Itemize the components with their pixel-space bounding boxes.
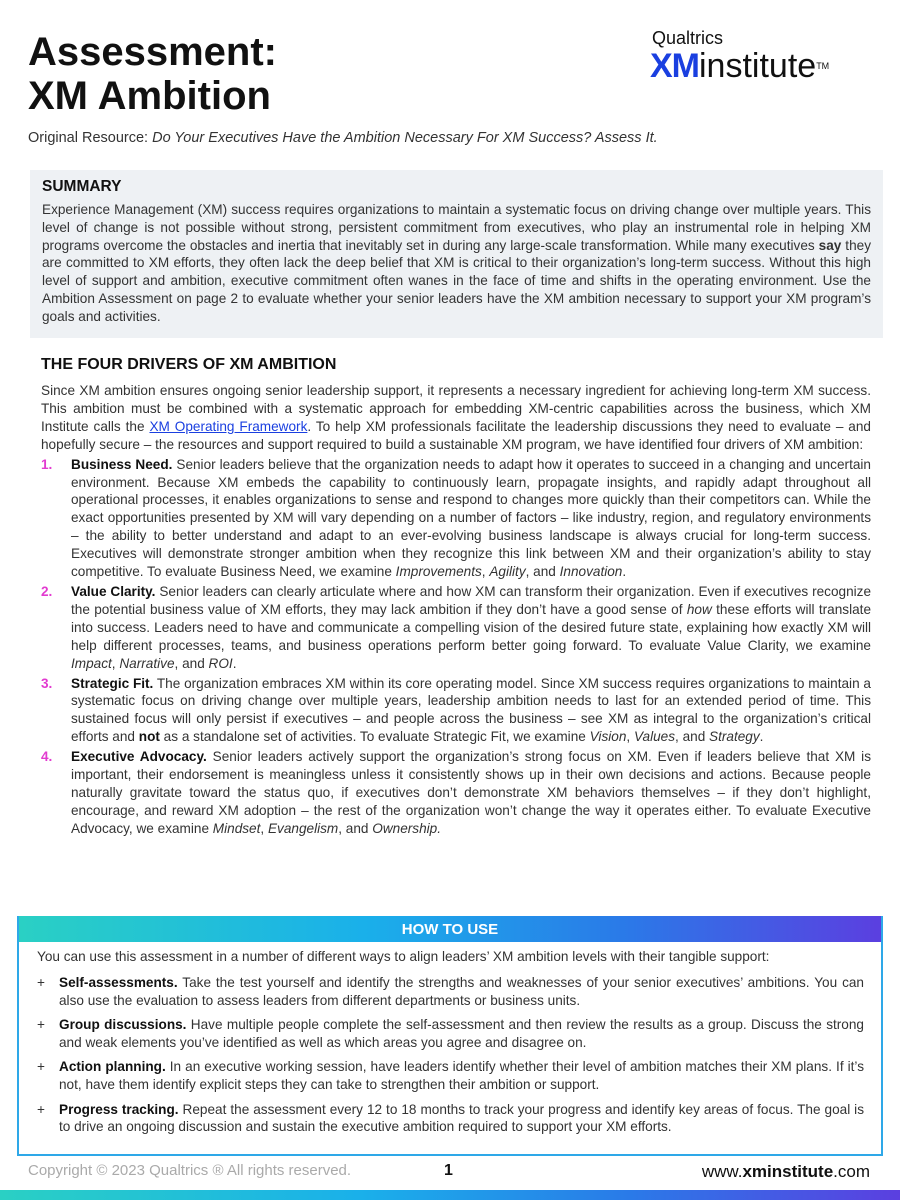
xm-institute-logo: [650, 28, 870, 84]
how-to-use-item: [37, 1101, 864, 1136]
website-url-bold: xminstitute: [742, 1162, 834, 1181]
driver-text: these efforts will translate into success. Leaders need to have and communicate a compelling vision of the desired future state, explaining how exactly XM will help different processes, teams, and business operations perform better going forward. To evaluate Value Clarity, we examine: [71, 601, 872, 653]
page-footer: [0, 1162, 900, 1186]
logo-xm-text: XM: [650, 47, 699, 85]
how-to-use-intro: You can use this assessment in a number of different ways to align leaders’ XM ambition levels with their tangible support:: [37, 949, 770, 964]
how-to-use-item: [37, 974, 864, 1009]
driver-number: 3.: [41, 675, 53, 691]
driver-element: ROI: [208, 655, 233, 671]
driver-number: 1.: [41, 456, 53, 472]
how-to-use-item-title: Progress tracking.: [59, 1101, 179, 1117]
driver-end: .: [622, 564, 627, 580]
summary-text-part: they are committed to XM efforts, they often lack the deep belief that XM is critical to their organization’s long-term success. Without this high level of support and ambition, executive commitment often wanes in the face of time and shifts in the operating environment. Use the Ambition Assessment on page 2 to evaluate whether your senior leaders have the XM ambition necessary to support your XM program’s goals and activities.: [42, 237, 871, 324]
how-to-use-list: [19, 966, 881, 1136]
driver-element: Vision: [589, 729, 627, 745]
website-url-suffix: .com: [833, 1162, 870, 1181]
plus-icon: +: [37, 975, 45, 990]
driver-text-bold: not: [138, 729, 160, 745]
driver-text: The organization embraces XM within its core operating model. Since XM success requires organizations to maintain a systematic focus on driving change over multiple years, leadership ambition needs to last for an extended period of time. This sustained focus will only persist if executives – and people across the business – see XM as integral to the organization’s critical efforts and: [71, 675, 871, 745]
driver-item: [41, 675, 871, 747]
driver-sep: ,: [626, 729, 634, 745]
driver-element: Ownership.: [372, 820, 442, 836]
driver-title: Strategic Fit.: [71, 675, 154, 691]
driver-text-em: how: [686, 601, 712, 617]
driver-end: .: [232, 655, 237, 671]
driver-title: Business Need.: [71, 456, 173, 472]
driver-item: [41, 748, 871, 838]
driver-end: .: [759, 729, 764, 745]
how-to-use-heading: HOW TO USE: [19, 916, 881, 942]
how-to-use-item-title: Self-assessments.: [59, 975, 178, 990]
how-to-use-item: [37, 1016, 864, 1051]
xm-operating-framework-link[interactable]: XM Operating Framework: [149, 418, 308, 434]
summary-heading: SUMMARY: [42, 178, 122, 195]
driver-element: Agility: [489, 564, 526, 580]
website-url: [702, 1162, 870, 1182]
drivers-heading: THE FOUR DRIVERS OF XM AMBITION: [41, 356, 337, 373]
page-title-line-2: XM Ambition: [28, 74, 271, 118]
driver-sep: , and: [338, 820, 373, 836]
driver-element: Impact: [71, 655, 112, 671]
driver-sep: , and: [174, 655, 209, 671]
drivers-section: [41, 356, 871, 840]
logo-qualtrics-text: Qualtrics: [652, 28, 724, 48]
bottom-gradient-bar: [0, 1190, 900, 1200]
how-to-use-item-title: Action planning.: [59, 1059, 166, 1075]
driver-title: Value Clarity.: [71, 583, 156, 599]
plus-icon: +: [37, 1101, 45, 1117]
original-resource-title: Do Your Executives Have the Ambition Necessary For XM Success? Assess It.: [152, 130, 658, 146]
summary-text: [42, 201, 871, 326]
driver-text: Senior leaders believe that the organization needs to adapt how it operates to succeed in a changing and uncertain environment. Because XM embeds the capability to continuously learn, propagate insights, and rapidly adapt throughout all operational processes, it enables organizations to sense and respond to changes more quickly than their competitors can. While the exact opportunities presented by XM will vary depending on a number of factors – like industry, region, and regulatory environments – the ability to better understand and adapt to an ever-evolving business landscape is always crucial for long-term success. Executives will demonstrate stronger ambition when they recognize this link between XM and their organization’s ability to stay competitive. To evaluate Business Need, we examine: [71, 456, 871, 580]
how-to-use-item-text: Take the test yourself and identify the strengths and weaknesses of your senior executives’ ambitions. You can also use the evaluation to assess leaders from different departments or business units.: [59, 975, 864, 1008]
driver-sep: , and: [525, 564, 560, 580]
driver-number: 4.: [41, 749, 53, 765]
logo-xm-institute: [650, 48, 870, 84]
how-to-use-item: [37, 1058, 864, 1093]
drivers-list: [41, 456, 871, 838]
driver-element: Improvements: [395, 564, 482, 580]
driver-element: Strategy: [709, 729, 760, 745]
driver-text: as a standalone set of activities. To evaluate Strategic Fit, we examine: [159, 729, 590, 745]
summary-text-part: Experience Management (XM) success requires organizations to maintain a systematic focus on driving change over multiple years. This level of change is not possible without strong, persistent commitment from executives, who play an instrumental role in helping XM programs overcome the obstacles and inertia that inevitably set in during any large-scale transformation. While many executives: [42, 202, 871, 253]
title-block: [28, 30, 277, 118]
plus-icon: +: [37, 1059, 45, 1075]
driver-number: 2.: [41, 583, 53, 599]
original-resource: [28, 130, 658, 146]
summary-text-bold: say: [818, 237, 842, 253]
how-to-use-item-text: In an executive working session, have leaders identify whether their level of ambition matches their XM plans. If it’s not, have them identify explicit steps they can take to strengthen their ambition or support.: [59, 1059, 864, 1092]
driver-text: Senior leaders actively support the organization’s strong focus on XM. Even if leaders believe that XM is important, their endorsement is meaningless unless it consistently shows up in their own decisions and actions. Because people naturally gravitate toward the status quo, if executives don’t demonstrate XM behaviors themselves – if they don’t highlight, encourage, and reward XM adoption – the rest of the organization won’t change the way it operates either. To evaluate Executive Advocacy, we examine: [71, 749, 871, 836]
driver-sep: ,: [481, 564, 490, 580]
driver-element: Values: [633, 729, 676, 745]
driver-sep: ,: [111, 655, 120, 671]
summary-box: [30, 170, 883, 338]
drivers-intro-part: . To help XM professionals facilitate the leadership discussions they need to evaluate – and hopefully secure – the resources and support required to build a sustainable XM program, we have identified four drivers of XM ambition:: [41, 418, 871, 452]
driver-sep: ,: [260, 820, 268, 836]
how-to-use-box: [17, 916, 883, 1156]
drivers-intro-part: Since XM ambition ensures ongoing senior leadership support, it represents a necessary ingredient for achieving long-term XM success. This ambition must be combined with a systematic approach for embedding XM-centric capabilities across the business, which XM Institute calls the: [41, 383, 871, 434]
how-to-use-item-text: Repeat the assessment every 12 to 18 months to track your progress and identify key areas of focus. The goal is to drive an ongoing discussion and sustain the executive ambition required to support your XM efforts.: [59, 1101, 865, 1135]
drivers-intro: [41, 382, 871, 454]
driver-element: Mindset: [212, 820, 261, 836]
website-url-prefix: www.: [701, 1162, 743, 1181]
copyright-text: Copyright © 2023 Qualtrics ® All rights reserved.: [28, 1162, 352, 1179]
driver-element: Narrative: [119, 655, 175, 671]
original-resource-label: Original Resource:: [28, 130, 153, 146]
driver-sep: , and: [675, 729, 710, 745]
how-to-use-item-text: Have multiple people complete the self-assessment and then review the results as a group. Discuss the strong and weak elements you’ve identified as well as which areas you agree and disagree on.: [59, 1017, 864, 1050]
plus-icon: +: [37, 1017, 45, 1033]
logo-institute-text: institute: [699, 47, 817, 85]
logo-tm-mark: TM: [816, 61, 830, 71]
driver-item: [41, 583, 871, 673]
driver-element: Innovation: [559, 564, 623, 580]
driver-item: [41, 456, 871, 581]
driver-text: Senior leaders can clearly articulate where and how XM can transform their organization. Even if executives recognize the potential business value of XM efforts, they may lack ambition if they don’t have a good sense of: [71, 583, 872, 617]
how-to-use-item-title: Group discussions.: [59, 1017, 187, 1033]
driver-element: Evangelism: [267, 820, 339, 836]
page-number: 1: [444, 1162, 453, 1179]
driver-title: Executive Advocacy.: [71, 749, 207, 765]
page-title-line-1: Assessment:: [28, 30, 278, 74]
